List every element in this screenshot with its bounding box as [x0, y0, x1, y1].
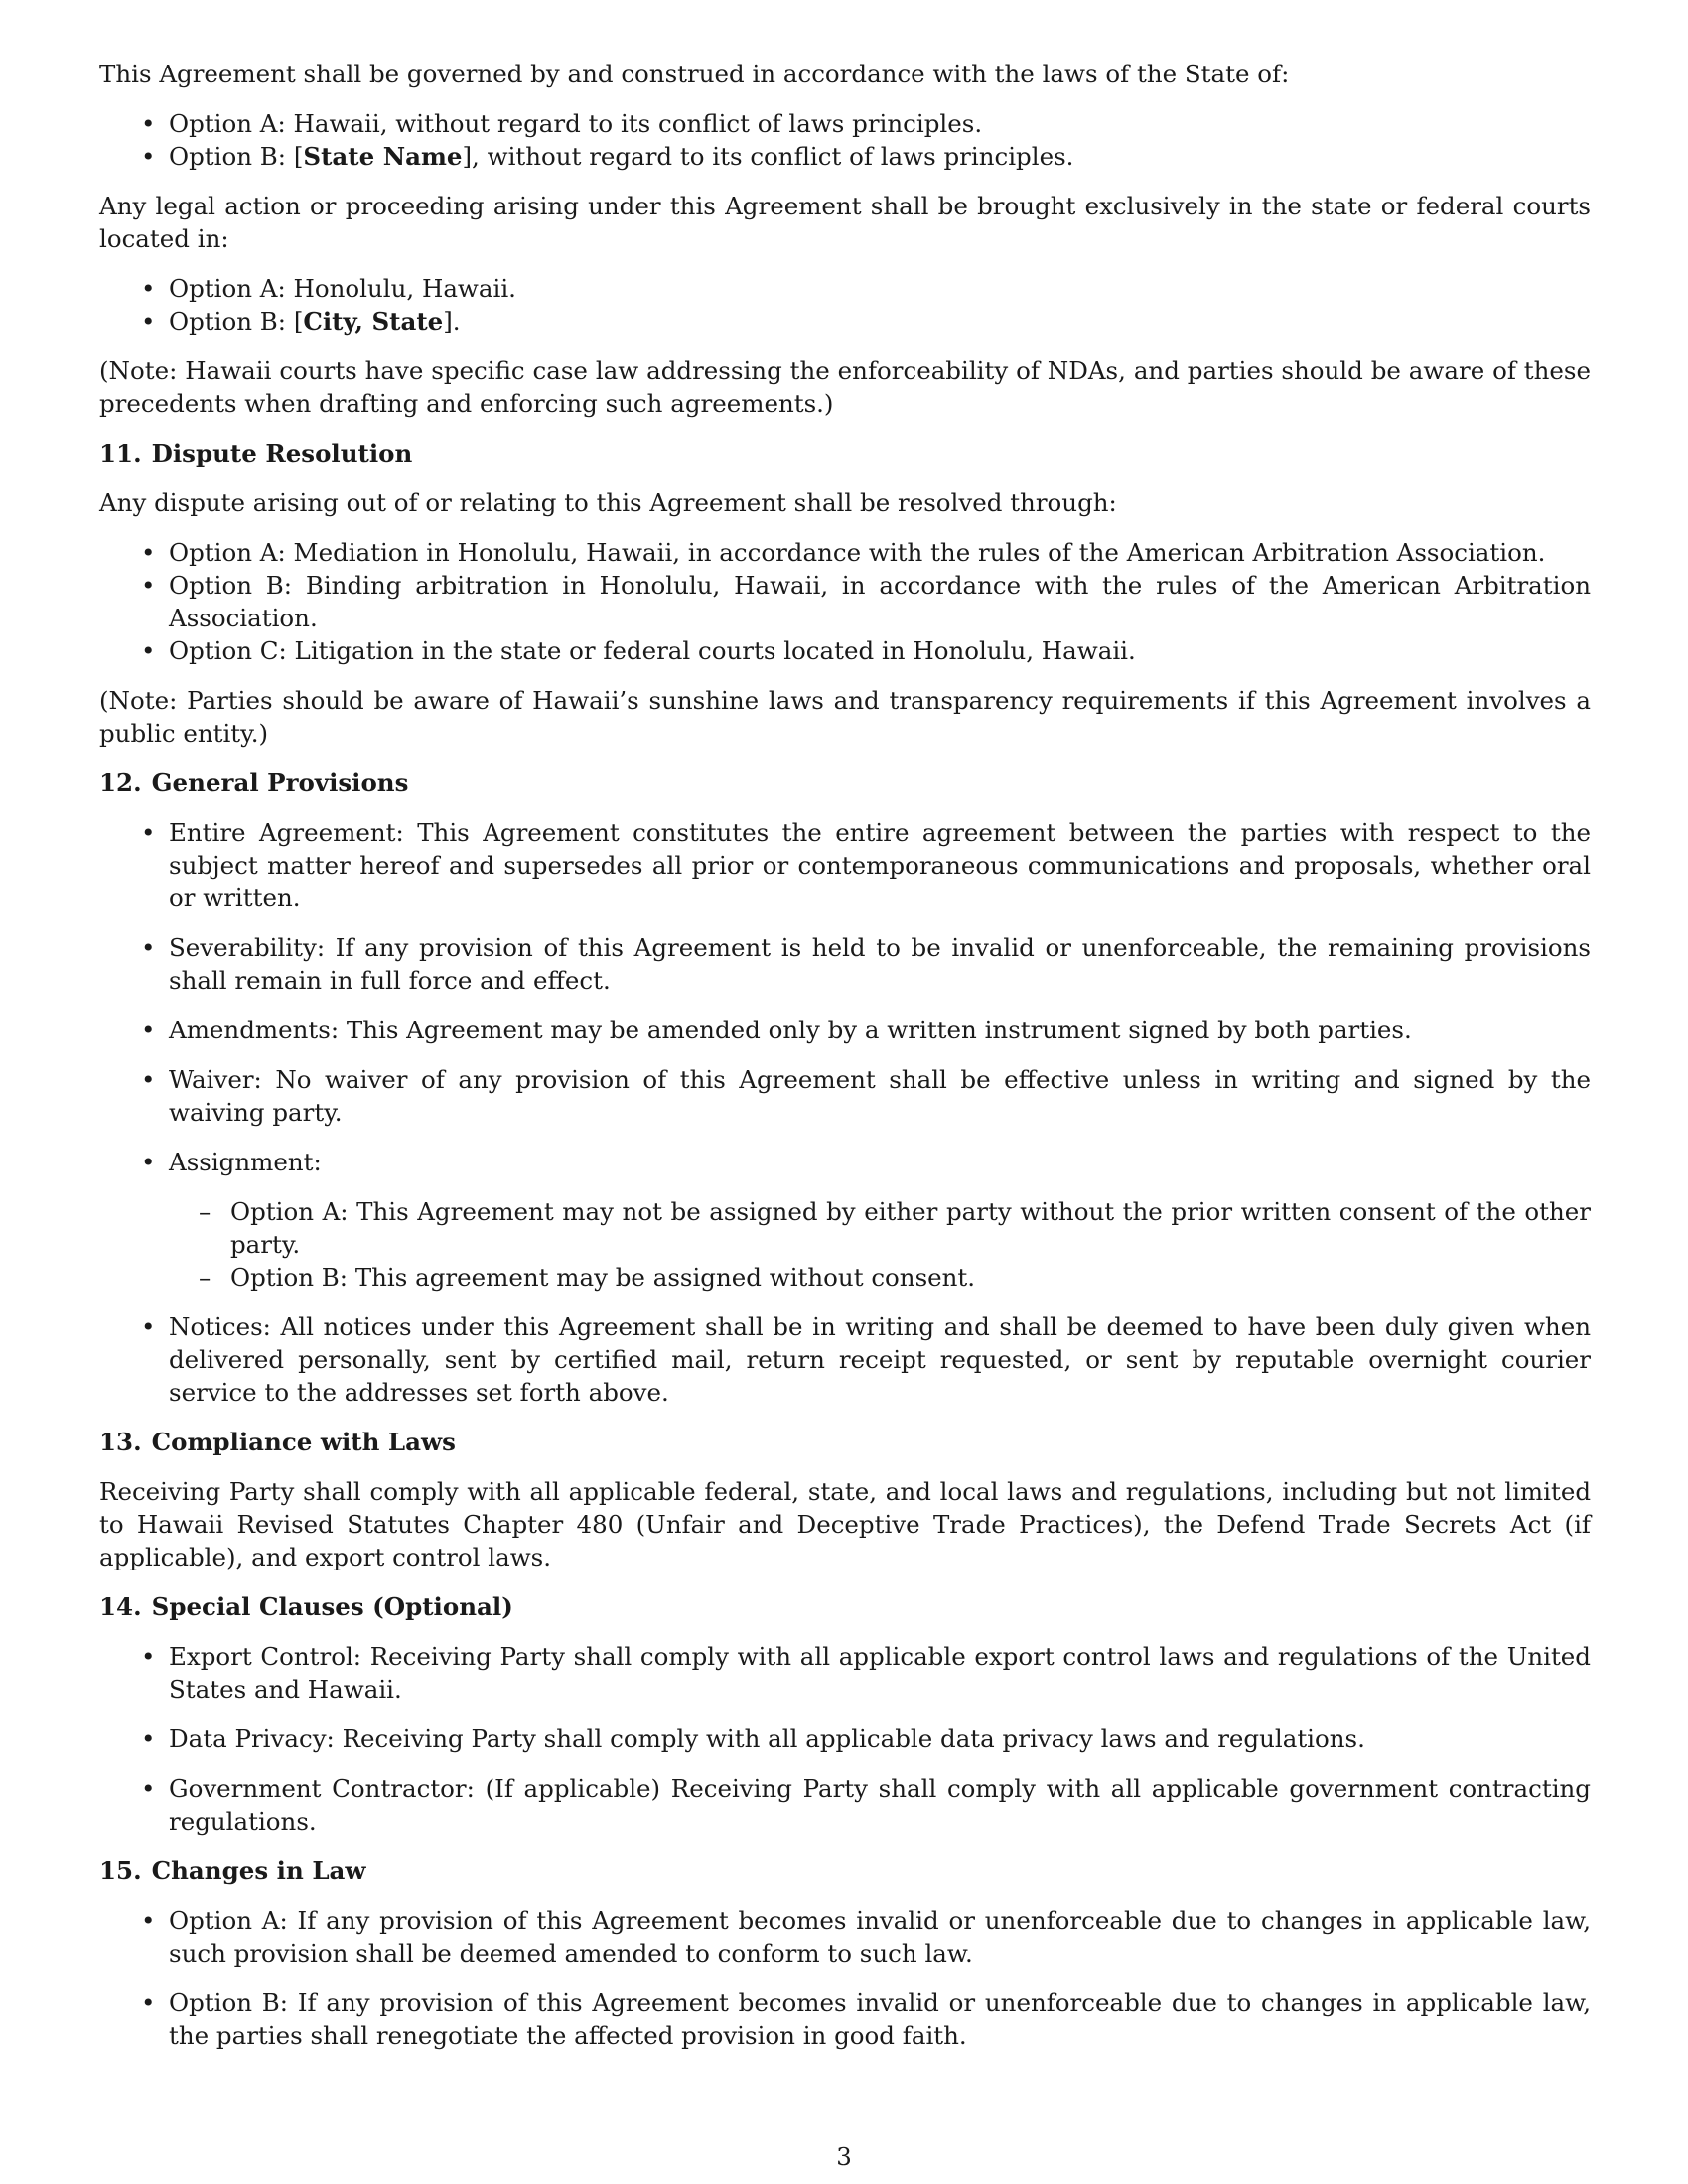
section-title: Special Clauses (Optional) [151, 1592, 513, 1621]
list-item: • Severability: If any provision of this Agreement is held to be invalid or unenforceable, the remaining provisions shall remain in full force and effect. [99, 931, 1591, 997]
section-number: 14. [99, 1592, 142, 1621]
list-item: • Option B: Binding arbitration in Honolulu, Hawaii, in accordance with the rules of the American Arbitration Association. [99, 569, 1591, 634]
list-item [99, 305, 1591, 338]
governing-law-options [99, 107, 1591, 173]
option-prefix: Option B: [ [169, 307, 304, 336]
section-title: Compliance with Laws [151, 1428, 456, 1456]
governing-law-intro: This Agreement shall be governed by and construed in accordance with the laws of the State of: [99, 60, 1290, 88]
option-suffix: ]. [443, 307, 461, 336]
section-number: 15. [99, 1856, 142, 1885]
list-item: • Waiver: No waiver of any provision of this Agreement shall be effective unless in writing and signed by the waiving party. [99, 1063, 1591, 1129]
section-title: Dispute Resolution [151, 439, 413, 468]
changes-in-law-list [99, 1904, 1591, 2052]
dispute-options [99, 536, 1591, 667]
venue-intro: Any legal action or proceeding arising under this Agreement shall be brought exclusively in the state or federal courts located in: [99, 192, 1591, 253]
page-number: 3 [836, 2142, 852, 2171]
venue-options [99, 272, 1591, 338]
list-item [99, 1146, 1591, 1294]
state-name-placeholder: State Name [303, 142, 463, 171]
section-heading-15 [99, 1854, 1591, 1887]
list-item: • Option C: Litigation in the state or federal courts located in Honolulu, Hawaii. [99, 634, 1591, 667]
list-item: • Data Privacy: Receiving Party shall comply with all applicable data privacy laws and regulations. [99, 1722, 1591, 1755]
section-number: 12. [99, 768, 142, 797]
section-number: 13. [99, 1428, 142, 1456]
dispute-intro: Any dispute arising out of or relating to this Agreement shall be resolved through: [99, 488, 1117, 517]
list-item: • Option B: If any provision of this Agreement becomes invalid or unenforceable due to changes in applicable law, the parties shall renegotiate the affected provision in good faith. [99, 1986, 1591, 2052]
dispute-note: (Note: Parties should be aware of Hawaii’s sunshine laws and transparency requirements if this Agreement involves a public entity.) [99, 686, 1591, 748]
list-item: • Government Contractor: (If applicable) Receiving Party shall comply with all applicable government contracting regulations. [99, 1772, 1591, 1838]
list-item: • Option A: Honolulu, Hawaii. [99, 272, 1591, 305]
section-number: 11. [99, 439, 142, 468]
compliance-body: Receiving Party shall comply with all applicable federal, state, and local laws and regulations, including but not limited to Hawaii Revised Statutes Chapter 480 (Unfair and Deceptive Trade Practices), the Defend Trade Secrets Act (if applicable), and export control laws. [99, 1477, 1591, 1571]
list-item: • Entire Agreement: This Agreement constitutes the entire agreement between the parties with respect to the subject matter hereof and supersedes all prior or contemporaneous communications and proposals, whether oral or written. [99, 816, 1591, 914]
assignment-label: Assignment: [169, 1148, 322, 1176]
special-clauses-list [99, 1640, 1591, 1838]
list-item [99, 140, 1591, 173]
section-title: General Provisions [151, 768, 409, 797]
list-item: • Amendments: This Agreement may be amended only by a written instrument signed by both parties. [99, 1014, 1591, 1046]
list-item: – Option A: This Agreement may not be assigned by either party without the prior written consent of the other party. [169, 1195, 1591, 1261]
governing-law-note: (Note: Hawaii courts have specific case law addressing the enforceability of NDAs, and parties should be aware of these precedents when drafting and enforcing such agreements.) [99, 356, 1591, 418]
option-suffix: ], without regard to its conflict of laws principles. [462, 142, 1074, 171]
section-heading-12 [99, 766, 1591, 799]
list-item: • Option A: Hawaii, without regard to its conflict of laws principles. [99, 107, 1591, 140]
section-heading-11 [99, 437, 1591, 470]
list-item: • Option A: Mediation in Honolulu, Hawaii, in accordance with the rules of the American Arbitration Association. [99, 536, 1591, 569]
section-heading-14 [99, 1590, 1591, 1623]
list-item: • Export Control: Receiving Party shall comply with all applicable export control laws and regulations of the United States and Hawaii. [99, 1640, 1591, 1706]
assignment-options [169, 1195, 1591, 1294]
list-item: • Notices: All notices under this Agreement shall be in writing and shall be deemed to have been duly given when delivered personally, sent by certified mail, return receipt requested, or sent by reputable overnight courier service to the addresses set forth above. [99, 1310, 1591, 1409]
general-provisions-list [99, 816, 1591, 1409]
section-heading-13 [99, 1426, 1591, 1458]
document-page [99, 58, 1591, 2069]
list-item: • Option A: If any provision of this Agreement becomes invalid or unenforceable due to changes in applicable law, such provision shall be deemed amended to conform to such law. [99, 1904, 1591, 1970]
option-prefix: Option B: [ [169, 142, 304, 171]
list-item: – Option B: This agreement may be assigned without consent. [169, 1261, 1591, 1294]
city-state-placeholder: City, State [303, 307, 444, 336]
section-title: Changes in Law [151, 1856, 366, 1885]
